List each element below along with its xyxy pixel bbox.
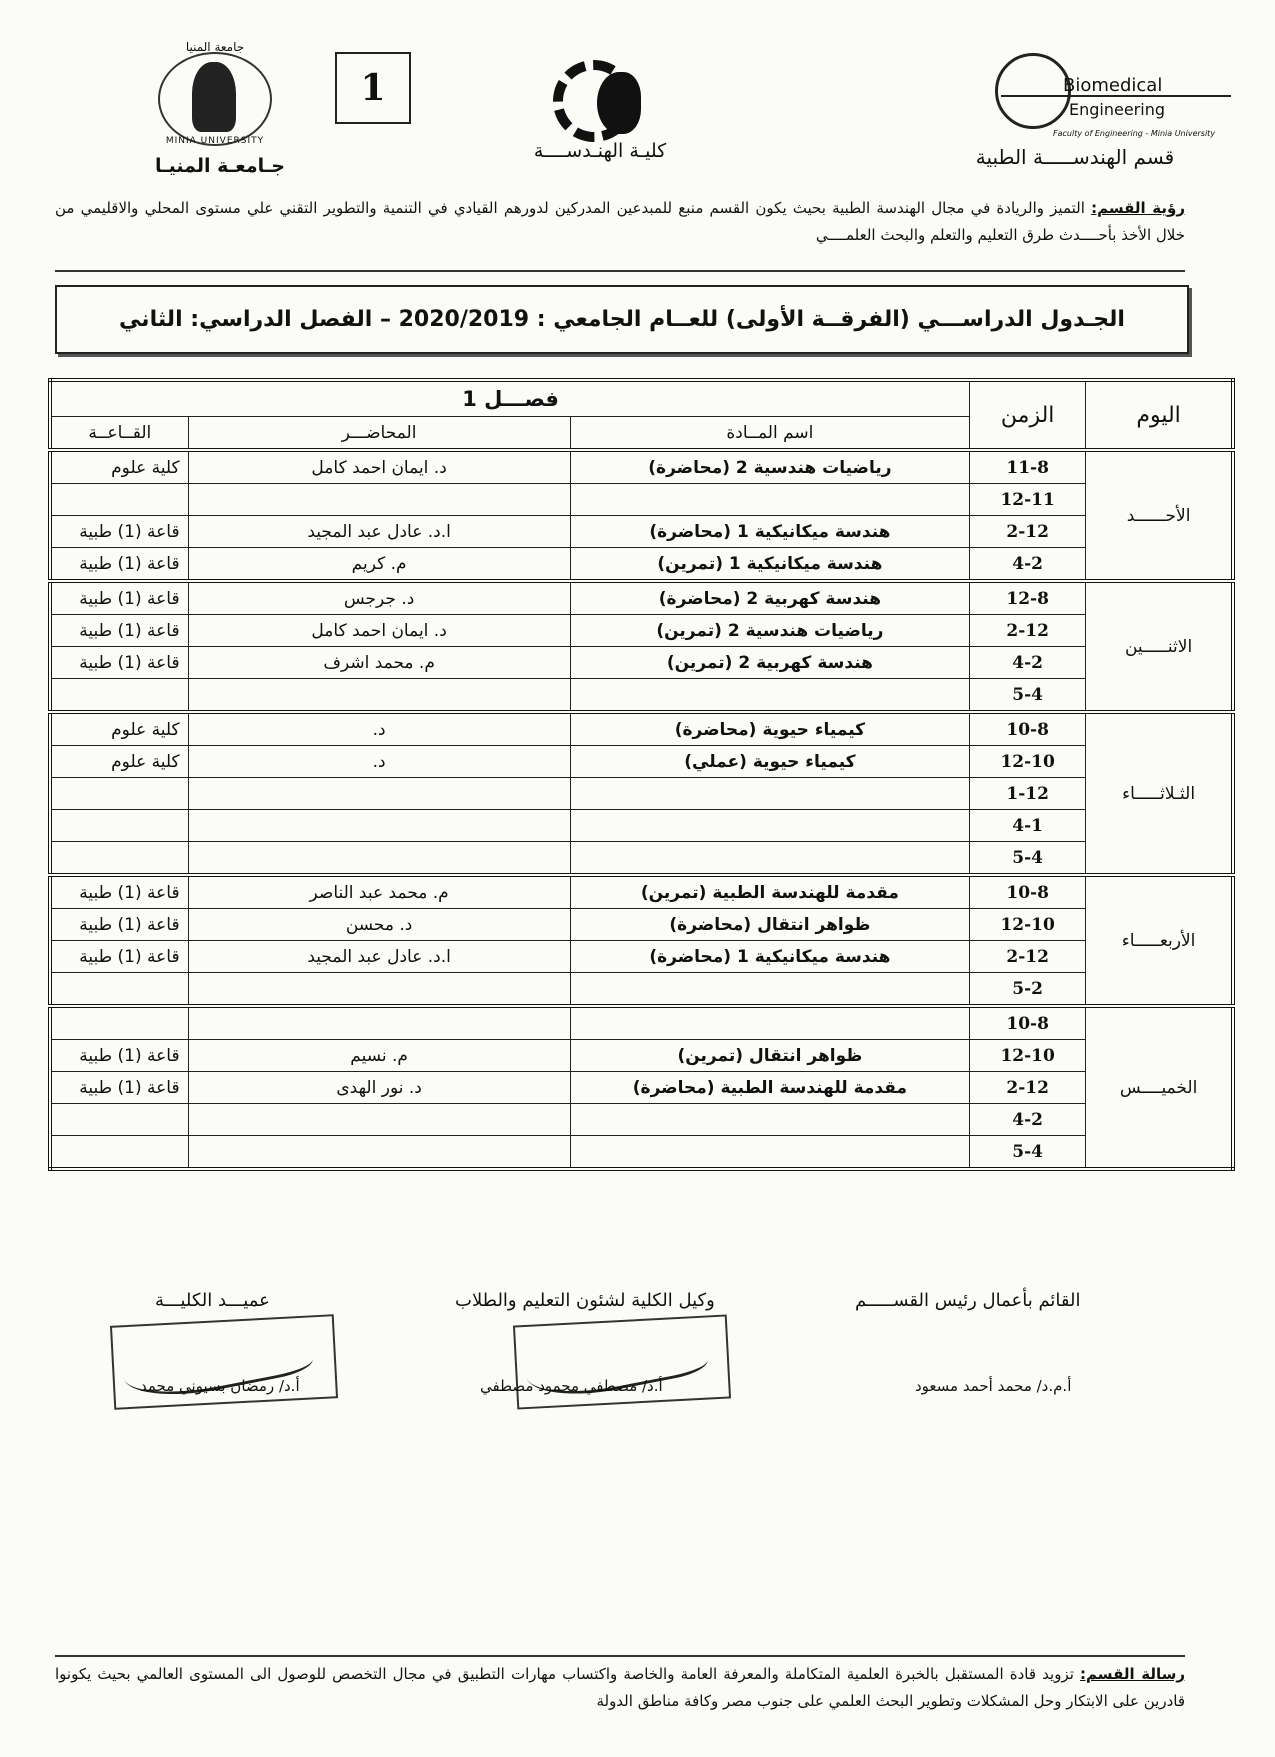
room-cell — [50, 1006, 188, 1040]
header-room: القــاعــة — [50, 417, 188, 451]
vision-label: رؤية القسم: — [1091, 199, 1185, 217]
table-row — [50, 1104, 1233, 1136]
lecturer-cell — [188, 778, 570, 810]
header-subject: اسم المــادة — [570, 417, 970, 451]
lecturer-cell: م. محمد اشرف — [188, 647, 570, 679]
time-cell: 12-10 — [970, 909, 1086, 941]
day-cell: الأحــــــد — [1086, 450, 1233, 581]
room-cell — [50, 679, 188, 713]
time-cell: 11-8 — [970, 450, 1086, 484]
lecturer-cell — [188, 679, 570, 713]
time-cell: 10-8 — [970, 1006, 1086, 1040]
subject-cell: رياضيات هندسية 2 (تمرين) — [570, 615, 970, 647]
subject-cell: هندسة ميكانيكية 1 (محاضرة) — [570, 516, 970, 548]
subject-cell: كيمياء حيوية (محاضرة) — [570, 712, 970, 746]
table-row — [50, 875, 1233, 909]
subject-cell: هندسة كهربية 2 (محاضرة) — [570, 581, 970, 615]
schedule-title: الجـدول الدراســـي (الفرقــة الأولى) للعــام الجامعي : 2020/2019 – الفصل الدراسي: الثاني — [55, 285, 1189, 354]
time-cell: 5-4 — [970, 679, 1086, 713]
room-cell — [50, 810, 188, 842]
subject-cell — [570, 679, 970, 713]
time-cell: 2-12 — [970, 615, 1086, 647]
table-row — [50, 548, 1233, 582]
room-cell: قاعة (1) طبية — [50, 548, 188, 582]
time-cell: 4-1 — [970, 810, 1086, 842]
subject-cell: هندسة كهربية 2 (تمرين) — [570, 647, 970, 679]
vision-text: التميز والريادة في مجال الهندسة الطبية بحيث يكون القسم منبع للمبدعين المدركين لدورهم القيادي في التنمية والتطوير التقني علي مستوى المحلي والاقليمي من خلال الأخذ بأحــــدث طرق التعليم والتعلم والبحث العلمــــي — [55, 199, 1185, 244]
lecturer-cell: م. نسيم — [188, 1040, 570, 1072]
mission-text: تزويد قادة المستقبل بالخبرة العلمية المتكاملة والمعرفة العامة والخاصة واكتساب مهارات التطبيق في مجال التخصص للوصول الى المستوى العالمي بحيث يكونوا قادرين على الابتكار وحل المشكلات وتطوير البحث العلمي على جنوب مصر وكافة مناطق الدولة — [55, 1665, 1185, 1710]
vice-dean-title: وكيل الكلية لشئون التعليم والطلاب — [455, 1290, 715, 1311]
schedule-table — [48, 378, 1235, 1171]
lecturer-cell — [188, 810, 570, 842]
table-row — [50, 484, 1233, 516]
department-vision — [55, 195, 1185, 272]
header-lecturer: المحاضـــر — [188, 417, 570, 451]
subject-cell: هندسة ميكانيكية 1 (تمرين) — [570, 548, 970, 582]
lecturer-cell — [188, 973, 570, 1007]
lecturer-cell — [188, 1006, 570, 1040]
time-cell: 5-2 — [970, 973, 1086, 1007]
subject-cell: ظواهر انتقال (تمرين) — [570, 1040, 970, 1072]
faculty-logo — [545, 52, 655, 147]
room-cell: قاعة (1) طبية — [50, 1072, 188, 1104]
lecturer-cell: د. محسن — [188, 909, 570, 941]
time-cell: 10-8 — [970, 712, 1086, 746]
subject-cell — [570, 842, 970, 876]
time-cell: 12-8 — [970, 581, 1086, 615]
subject-cell — [570, 1136, 970, 1170]
dept-logo-tagline: Faculty of Engineering - Minia University — [1053, 129, 1216, 138]
lecturer-cell — [188, 1104, 570, 1136]
subject-cell: ظواهر انتقال (محاضرة) — [570, 909, 970, 941]
head-of-dept-title: القائم بأعمال رئيس القســـــم — [855, 1290, 1081, 1311]
lecturer-cell: د. نور الهدى — [188, 1072, 570, 1104]
room-cell: كلية علوم — [50, 712, 188, 746]
subject-cell — [570, 484, 970, 516]
lecturer-cell — [188, 1136, 570, 1170]
room-cell — [50, 484, 188, 516]
dept-logo-line1: Biomedical — [1063, 75, 1163, 96]
lecturer-cell: ا.د. عادل عبد المجيد — [188, 516, 570, 548]
time-cell: 5-4 — [970, 842, 1086, 876]
room-cell: قاعة (1) طبية — [50, 941, 188, 973]
time-cell: 12-10 — [970, 1040, 1086, 1072]
day-cell: الاثنـــــين — [1086, 581, 1233, 712]
subject-cell — [570, 1104, 970, 1136]
table-row — [50, 1136, 1233, 1170]
room-cell — [50, 1104, 188, 1136]
room-cell — [50, 842, 188, 876]
pharaoh-face-icon — [597, 72, 641, 134]
minia-university-logo — [150, 40, 280, 145]
university-name: جـامعـة المنيـا — [155, 155, 285, 177]
table-row — [50, 778, 1233, 810]
time-cell: 12-10 — [970, 746, 1086, 778]
lecturer-cell — [188, 842, 570, 876]
dept-logo-line2: Engineering — [1069, 100, 1165, 119]
room-cell — [50, 778, 188, 810]
header-section: فصـــل 1 — [50, 380, 970, 417]
table-row — [50, 679, 1233, 713]
lecturer-cell: د. ايمان احمد كامل — [188, 615, 570, 647]
table-row — [50, 450, 1233, 484]
table-row — [50, 941, 1233, 973]
dean-title: عميـــد الكليـــة — [155, 1290, 270, 1311]
subject-cell: مقدمة للهندسة الطبية (محاضرة) — [570, 1072, 970, 1104]
table-row — [50, 615, 1233, 647]
head-of-dept-name: أ.م.د/ محمد أحمد مسعود — [915, 1377, 1072, 1395]
time-cell: 12-11 — [970, 484, 1086, 516]
room-cell — [50, 1136, 188, 1170]
table-row — [50, 842, 1233, 876]
time-cell: 2-12 — [970, 1072, 1086, 1104]
subject-cell — [570, 778, 970, 810]
day-cell: الثـلاثـــــاء — [1086, 712, 1233, 875]
table-row — [50, 581, 1233, 615]
time-cell: 10-8 — [970, 875, 1086, 909]
subject-cell: مقدمة للهندسة الطبية (تمرين) — [570, 875, 970, 909]
dean-name: أ.د/ رمضان بسيوني محمد — [140, 1377, 300, 1395]
room-cell — [50, 973, 188, 1007]
time-cell: 5-4 — [970, 1136, 1086, 1170]
table-row — [50, 1072, 1233, 1104]
department-name: قسم الهندســـــة الطبية — [975, 145, 1175, 169]
vice-dean-name: أ.د/ مصطفي محمود مصطفي — [480, 1377, 663, 1395]
subject-cell — [570, 973, 970, 1007]
time-cell: 2-12 — [970, 516, 1086, 548]
room-cell: قاعة (1) طبية — [50, 647, 188, 679]
room-cell: قاعة (1) طبية — [50, 615, 188, 647]
day-cell: الخميــــس — [1086, 1006, 1233, 1169]
table-row — [50, 810, 1233, 842]
mission-label: رسالة القسم: — [1080, 1665, 1185, 1683]
page-number-box: 1 — [335, 52, 411, 124]
time-cell: 4-2 — [970, 1104, 1086, 1136]
subject-cell: كيمياء حيوية (عملي) — [570, 746, 970, 778]
lecturer-cell: د. — [188, 746, 570, 778]
subject-cell — [570, 1006, 970, 1040]
day-cell: الأربعـــــاء — [1086, 875, 1233, 1006]
subject-cell — [570, 810, 970, 842]
room-cell: قاعة (1) طبية — [50, 909, 188, 941]
table-row — [50, 647, 1233, 679]
table-row — [50, 909, 1233, 941]
lecturer-cell: د. جرجس — [188, 581, 570, 615]
room-cell: كلية علوم — [50, 450, 188, 484]
table-row — [50, 746, 1233, 778]
vice-dean-stamp — [513, 1314, 731, 1409]
table-row — [50, 973, 1233, 1007]
department-mission — [55, 1655, 1185, 1715]
dean-stamp — [110, 1314, 338, 1410]
university-logo-caption: MINIA UNIVERSITY — [165, 136, 265, 146]
subject-cell: هندسة ميكانيكية 1 (محاضرة) — [570, 941, 970, 973]
table-row — [50, 712, 1233, 746]
room-cell: قاعة (1) طبية — [50, 875, 188, 909]
table-row — [50, 1040, 1233, 1072]
header-day: اليوم — [1086, 380, 1233, 450]
lecturer-cell: د. — [188, 712, 570, 746]
time-cell: 2-12 — [970, 941, 1086, 973]
time-cell: 4-2 — [970, 548, 1086, 582]
lecturer-cell: د. ايمان احمد كامل — [188, 450, 570, 484]
lecturer-cell: ا.د. عادل عبد المجيد — [188, 941, 570, 973]
room-cell: قاعة (1) طبية — [50, 1040, 188, 1072]
table-row — [50, 516, 1233, 548]
time-cell: 1-12 — [970, 778, 1086, 810]
lecturer-cell — [188, 484, 570, 516]
room-cell: قاعة (1) طبية — [50, 516, 188, 548]
university-logo-arc-text: جامعة المنيا — [185, 40, 245, 54]
header-time: الزمن — [970, 380, 1086, 450]
nefertiti-icon — [192, 62, 236, 132]
table-row — [50, 1006, 1233, 1040]
room-cell: قاعة (1) طبية — [50, 581, 188, 615]
biomedical-dept-logo — [995, 45, 1235, 145]
room-cell: كلية علوم — [50, 746, 188, 778]
faculty-name: كليـة الهنـدســــة — [533, 140, 667, 162]
lecturer-cell: م. محمد عبد الناصر — [188, 875, 570, 909]
subject-cell: رياضيات هندسية 2 (محاضرة) — [570, 450, 970, 484]
lecturer-cell: م. كريم — [188, 548, 570, 582]
time-cell: 4-2 — [970, 647, 1086, 679]
